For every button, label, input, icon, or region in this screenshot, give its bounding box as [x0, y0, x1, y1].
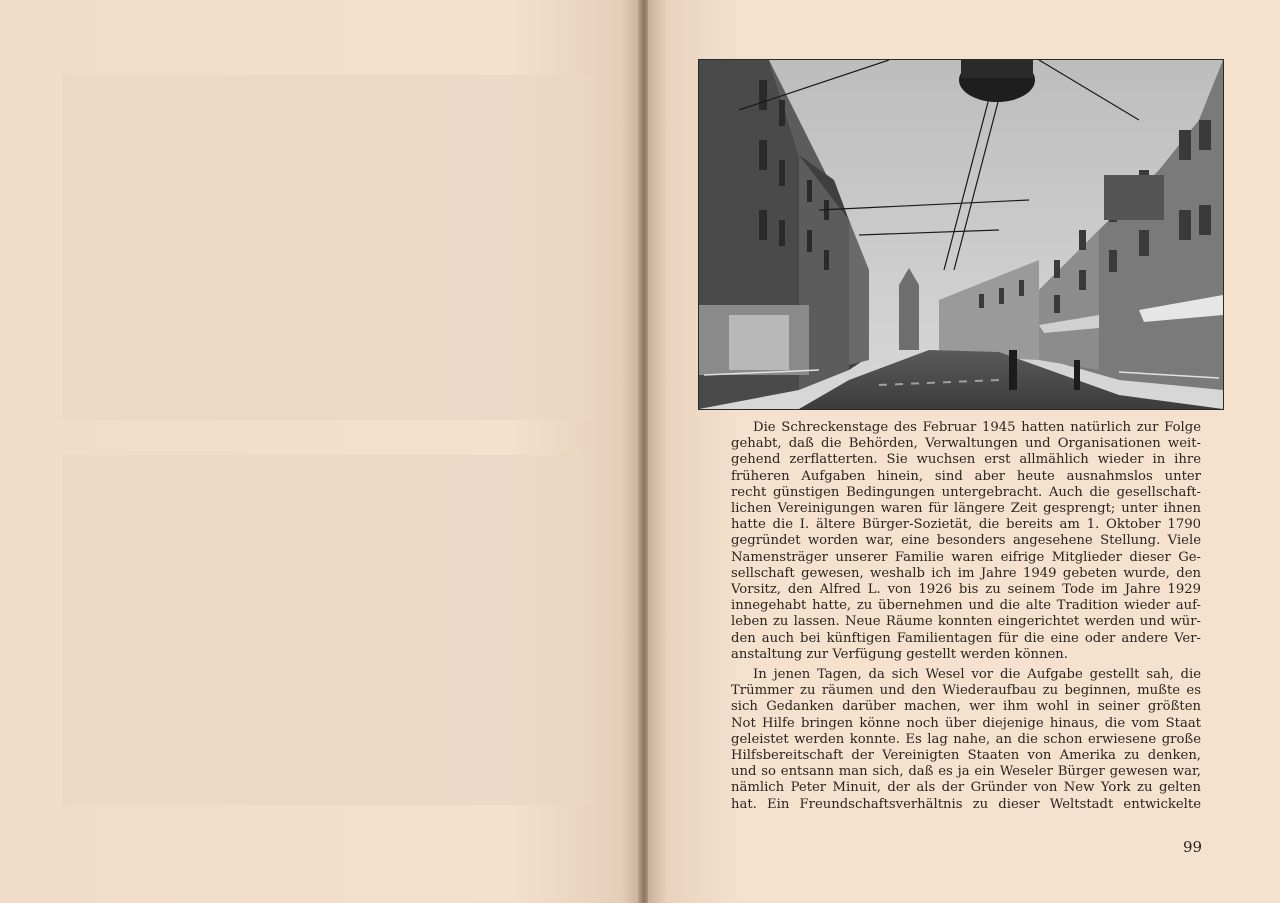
text-line: recht günstigen Bedingungen untergebracht. Auch die gesellschaft- — [731, 484, 1201, 500]
street-photo — [698, 59, 1224, 410]
text-line: lichen Vereinigungen waren für längere Zeit gesprengt; unter ihnen — [731, 501, 1201, 517]
text-line: nämlich Peter Minuit, der als der Gründer von New York zu gelten — [731, 780, 1201, 796]
text-line: leben zu lassen. Neue Räume konnten eingerichtet werden und wür- — [731, 614, 1201, 630]
text-line: gehend zerflatterten. Sie wuchsen erst allmählich wieder in ihre — [731, 452, 1201, 468]
show-through-shadow — [62, 75, 590, 420]
body-text — [731, 420, 1201, 813]
text-line: Hilfsbereitschaft der Vereinigten Staaten von Amerika zu denken, — [731, 748, 1201, 764]
text-line: geleistet werden konnte. Es lag nahe, an die schon erwiesene große — [731, 731, 1201, 747]
text-line: Vorsitz, den Alfred L. von 1926 bis zu seinem Tode im Jahre 1929 — [731, 582, 1201, 598]
text-line: hatte die I. ältere Bürger-Sozietät, die bereits am 1. Oktober 1790 — [731, 517, 1201, 533]
text-line: gegründet worden war, eine besonders angesehene Stellung. Viele — [731, 533, 1201, 549]
text-line: Not Hilfe bringen könne noch über diejenige hinaus, die vom Staat — [731, 715, 1201, 731]
text-line: Trümmer zu räumen und den Wiederaufbau zu beginnen, mußte es — [731, 683, 1201, 699]
text-line: Die Schreckenstage des Februar 1945 hatten natürlich zur Folge — [753, 420, 1201, 435]
text-line: anstaltung zur Verfügung gestellt werden können. — [731, 646, 1068, 662]
text-line: und so entsann man sich, daß es ja ein Weseler Bürger gewesen war, — [731, 764, 1201, 780]
text-line: In jenen Tagen, da sich Wesel vor die Aufgabe gestellt sah, die — [753, 667, 1201, 683]
text-line: sellschaft gewesen, weshalb ich im Jahre 1949 gebeten wurde, den — [731, 565, 1201, 581]
text-line: früheren Aufgaben hinein, sind aber heute ausnahmslos unter — [731, 468, 1201, 484]
text-line: den auch bei künftigen Familientagen für die eine oder andere Ver- — [731, 630, 1201, 646]
text-line: sich Gedanken darüber machen, wer ihm wohl in seiner größten — [731, 699, 1201, 715]
text-line: hat. Ein Freundschaftsverhältnis zu dieser Weltstadt entwickelte — [731, 796, 1201, 812]
text-line: Namensträger unserer Familie waren eifrige Mitglieder dieser Ge- — [731, 549, 1201, 565]
page-number: 99 — [1183, 838, 1203, 856]
text-line: innegehabt hatte, zu übernehmen und die alte Tradition wieder auf- — [731, 598, 1201, 614]
text-line: gehabt, daß die Behörden, Verwaltungen und Organisationen weit- — [731, 436, 1201, 452]
show-through-shadow — [62, 455, 590, 805]
